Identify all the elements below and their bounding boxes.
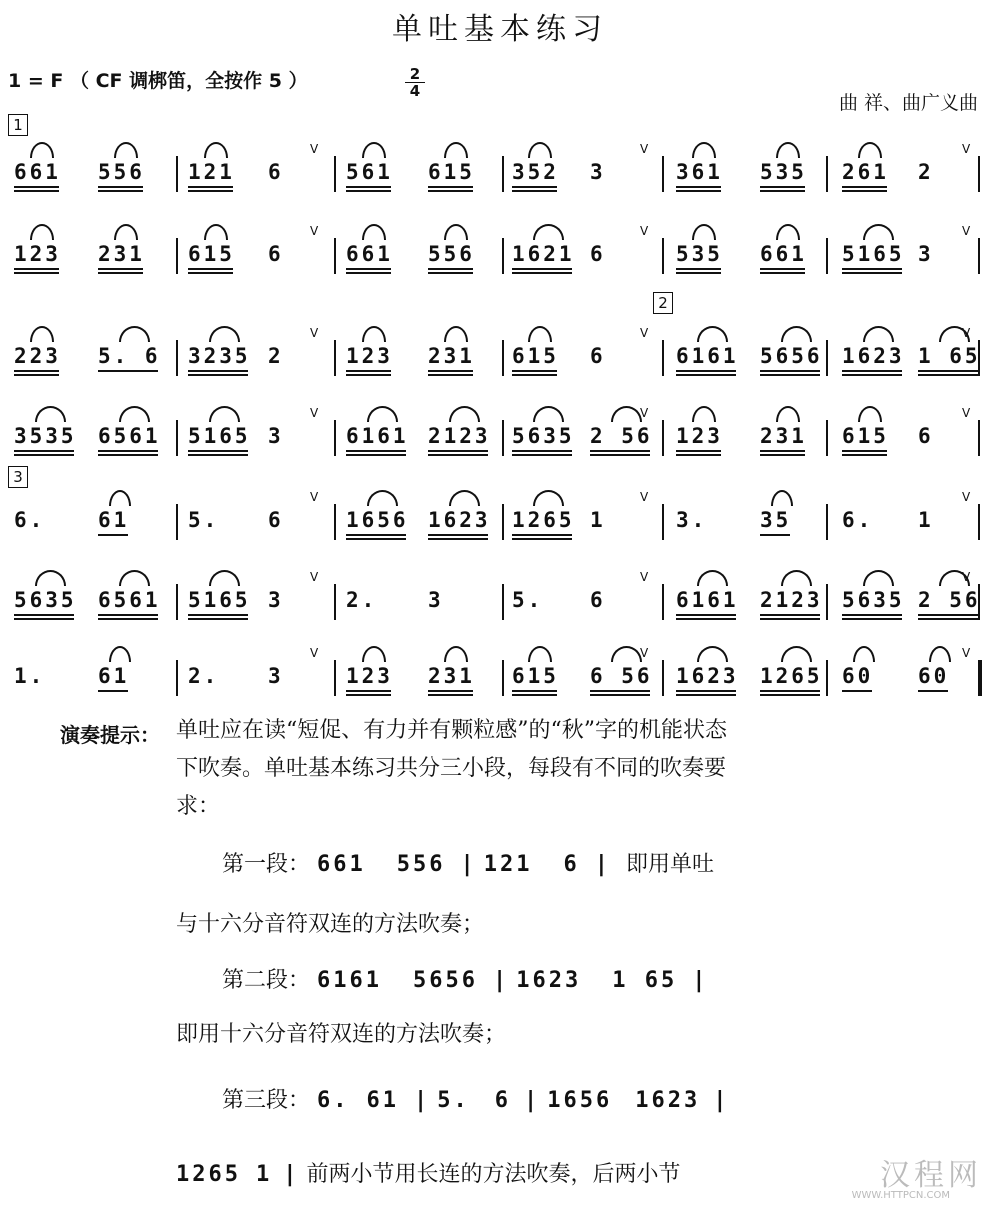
- note-group: 3: [268, 664, 284, 688]
- slur: [362, 142, 386, 158]
- note-group: 6561: [98, 424, 161, 448]
- bar-line: [502, 504, 504, 540]
- note-group: 6: [590, 242, 606, 266]
- bar-line: [502, 156, 504, 192]
- notes-label: 演奏提示：: [60, 723, 160, 747]
- note-group: 1265: [512, 508, 575, 532]
- bar-line: [826, 504, 828, 540]
- note-group: 5635: [842, 588, 905, 612]
- slur: [204, 224, 228, 240]
- breath-mark: V: [310, 142, 319, 156]
- breath-mark: V: [310, 326, 319, 340]
- segment-2-notes-d: 1 65: [612, 968, 678, 993]
- slur: [929, 646, 951, 662]
- note-group: 231: [428, 664, 475, 688]
- segment-3-notes-g: 1265: [176, 1162, 241, 1187]
- segment-2-notes-b: 5656: [413, 968, 478, 993]
- breath-mark: V: [640, 224, 649, 238]
- breath-mark: V: [962, 646, 971, 660]
- note-group: 2.: [188, 664, 220, 688]
- slur: [776, 406, 800, 422]
- bar-line: [502, 420, 504, 456]
- note-group: 1621: [512, 242, 575, 266]
- slur: [362, 224, 386, 240]
- slur: [781, 570, 812, 586]
- segment-1-text: 即用单吐: [626, 852, 715, 877]
- bar-line: [978, 238, 980, 274]
- slur: [611, 406, 642, 422]
- note-group: 661: [346, 242, 393, 266]
- slur: [781, 646, 812, 662]
- note-group: 6: [268, 508, 284, 532]
- bar-line: [502, 340, 504, 376]
- page-title: 单吐基本练习: [392, 12, 608, 47]
- note-group: 61: [98, 664, 130, 688]
- slur: [119, 326, 150, 342]
- note-group: 2 56: [918, 588, 981, 612]
- slur: [444, 224, 468, 240]
- segment-2-notes-c: 1623: [516, 968, 582, 993]
- bar-line: [662, 584, 664, 620]
- bar-line: [334, 660, 336, 696]
- slur: [781, 326, 812, 342]
- segment-1-line: 第一段： 661 556 | 121 6 | 即用单吐: [222, 852, 715, 877]
- note-group: 561: [346, 160, 393, 184]
- breath-mark: V: [962, 142, 971, 156]
- note-group: 5635: [512, 424, 575, 448]
- segment-3-notes-a: 6.: [317, 1088, 350, 1113]
- bar-line: [978, 660, 982, 696]
- score-row: [0, 224, 1000, 276]
- slur: [204, 142, 228, 158]
- slur: [449, 406, 480, 422]
- breath-mark: V: [640, 142, 649, 156]
- slur: [119, 570, 150, 586]
- bar-line: [176, 340, 178, 376]
- note-group: 5165: [188, 424, 251, 448]
- bar-line: [502, 584, 504, 620]
- note-group: 3: [918, 242, 934, 266]
- bar-line: [176, 660, 178, 696]
- slur: [863, 326, 894, 342]
- breath-mark: V: [962, 570, 971, 584]
- score-row: [0, 490, 1000, 542]
- note-group: 5.: [188, 508, 220, 532]
- segment-3-notes-e: 1656: [547, 1088, 613, 1113]
- segment-1-notes-d: 6: [563, 852, 580, 877]
- slur: [528, 142, 552, 158]
- bar-line: [176, 504, 178, 540]
- note-group: 123: [346, 664, 393, 688]
- slur: [853, 646, 875, 662]
- slur: [30, 326, 54, 342]
- note-group: 3: [268, 588, 284, 612]
- bar-line: [176, 420, 178, 456]
- slur: [367, 490, 398, 506]
- slur: [444, 142, 468, 158]
- bar-line: [826, 156, 828, 192]
- slur: [692, 406, 716, 422]
- bar-line: [662, 660, 664, 696]
- note-group: 5656: [760, 344, 823, 368]
- bar-line: [826, 238, 828, 274]
- slur: [776, 224, 800, 240]
- slur: [109, 490, 131, 506]
- note-group: 5. 6: [98, 344, 161, 368]
- note-group: 1265: [760, 664, 823, 688]
- segment-3-line-2: 1265 1 | 前两小节用长连的方法吹奏，后两小节: [176, 1162, 681, 1187]
- slur: [362, 646, 386, 662]
- watermark-url: WWW.HTTPCN.COM: [851, 1190, 950, 1201]
- note-group: 5165: [188, 588, 251, 612]
- breath-mark: V: [962, 224, 971, 238]
- slur: [697, 570, 728, 586]
- slur: [771, 490, 793, 506]
- bar-line: [334, 340, 336, 376]
- bar-line: [662, 504, 664, 540]
- breath-mark: V: [640, 490, 649, 504]
- bar-line: [826, 340, 828, 376]
- slur: [444, 646, 468, 662]
- segment-3-line: 第三段： 6. 61 | 5. 6 | 1656 1623 |: [222, 1088, 730, 1113]
- slur: [528, 326, 552, 342]
- slur: [692, 224, 716, 240]
- slur: [611, 646, 642, 662]
- breath-mark: V: [310, 570, 319, 584]
- note-group: 3: [590, 160, 606, 184]
- bar-line: [826, 420, 828, 456]
- note-group: 6161: [346, 424, 409, 448]
- breath-mark: V: [962, 326, 971, 340]
- note-group: 5.: [512, 588, 544, 612]
- note-group: 615: [842, 424, 889, 448]
- note-group: 3.: [676, 508, 708, 532]
- note-group: 535: [760, 160, 807, 184]
- slur: [444, 326, 468, 342]
- note-group: 661: [14, 160, 61, 184]
- bar-line: [176, 238, 178, 274]
- note-group: 61: [98, 508, 130, 532]
- note-group: 2.: [346, 588, 378, 612]
- note-group: 6.: [14, 508, 46, 532]
- note-group: 1623: [428, 508, 491, 532]
- note-group: 123: [676, 424, 723, 448]
- breath-mark: V: [640, 406, 649, 420]
- bar-line: [334, 584, 336, 620]
- breath-mark: V: [640, 646, 649, 660]
- note-group: 1623: [842, 344, 905, 368]
- composer: 曲 祥、曲广义曲: [838, 92, 978, 114]
- segment-2-line: 第二段： 6161 5656 | 1623 1 65 |: [222, 968, 709, 993]
- segment-3-notes-c: 5.: [437, 1088, 470, 1113]
- breath-mark: V: [310, 224, 319, 238]
- slur: [209, 406, 240, 422]
- slur: [776, 142, 800, 158]
- note-group: 6561: [98, 588, 161, 612]
- slur: [35, 406, 66, 422]
- breath-mark: V: [310, 490, 319, 504]
- breath-mark: V: [310, 646, 319, 660]
- bar-line: [334, 504, 336, 540]
- note-group: 2123: [428, 424, 491, 448]
- note-group: 615: [188, 242, 235, 266]
- bar-line: [176, 156, 178, 192]
- note-group: 2123: [760, 588, 823, 612]
- note-group: 2: [268, 344, 284, 368]
- score-row: [0, 406, 1000, 458]
- breath-mark: V: [962, 490, 971, 504]
- slur: [35, 570, 66, 586]
- breath-mark: V: [640, 326, 649, 340]
- slur: [209, 570, 240, 586]
- bar-line: [662, 420, 664, 456]
- score-row: [0, 142, 1000, 194]
- segment-2-label: 第二段：: [222, 968, 311, 993]
- note-group: 60: [842, 664, 874, 688]
- bar-line: [662, 340, 664, 376]
- segment-1-notes-a: 661: [317, 852, 366, 877]
- note-group: 5635: [14, 588, 77, 612]
- note-group: 352: [512, 160, 559, 184]
- note-group: 3: [268, 424, 284, 448]
- slur: [30, 142, 54, 158]
- note-group: 1656: [346, 508, 409, 532]
- segment-3-notes-d: 6: [494, 1088, 512, 1113]
- segment-1-continued: 与十六分音符双连的方法吹奏；: [176, 912, 485, 937]
- note-group: 5165: [842, 242, 905, 266]
- note-group: 1: [590, 508, 606, 532]
- segment-2-notes-a: 6161: [317, 968, 382, 993]
- slur: [449, 490, 480, 506]
- note-group: 6: [590, 344, 606, 368]
- note-group: 3235: [188, 344, 251, 368]
- bar-line: [334, 156, 336, 192]
- segment-3-notes-f: 1623: [635, 1088, 701, 1113]
- note-group: 6161: [676, 344, 739, 368]
- slur: [858, 142, 882, 158]
- note-group: 1.: [14, 664, 46, 688]
- note-group: 1: [918, 508, 934, 532]
- slur: [109, 646, 131, 662]
- bar-line: [826, 660, 828, 696]
- breath-mark: V: [310, 406, 319, 420]
- bar-line: [334, 420, 336, 456]
- segment-3-text: 前两小节用长连的方法吹奏，后两小节: [306, 1162, 681, 1187]
- notes-paragraph: 单吐应在读“短促、有力并有颗粒感”的“秋”字的机能状态下吹奏。单吐基本练习共分三小段，每段有不同的吹奏要求：: [176, 718, 727, 819]
- note-group: 556: [428, 242, 475, 266]
- segment-1-label: 第一段：: [222, 852, 311, 877]
- slur: [209, 326, 240, 342]
- note-group: 123: [346, 344, 393, 368]
- slur: [692, 142, 716, 158]
- note-group: 2 56: [590, 424, 653, 448]
- slur: [533, 490, 564, 506]
- note-group: 6.: [842, 508, 874, 532]
- segment-3-label: 第三段：: [222, 1088, 311, 1113]
- note-group: 615: [428, 160, 475, 184]
- note-group: 3535: [14, 424, 77, 448]
- slur: [697, 326, 728, 342]
- note-group: 535: [676, 242, 723, 266]
- time-signature-top: 2: [409, 65, 421, 83]
- note-group: 3: [428, 588, 444, 612]
- slur: [114, 142, 138, 158]
- segment-1-notes-c: 121: [483, 852, 533, 877]
- note-group: 121: [188, 160, 235, 184]
- slur: [533, 224, 564, 240]
- bar-line: [502, 238, 504, 274]
- note-group: 6 56: [590, 664, 653, 688]
- note-group: 35: [760, 508, 792, 532]
- score-row: [0, 570, 1000, 622]
- note-group: 231: [98, 242, 145, 266]
- breath-mark: V: [962, 406, 971, 420]
- note-group: 556: [98, 160, 145, 184]
- note-group: 615: [512, 344, 559, 368]
- key-signature: 1 = F （ CF 调梆笛，全按作 5 ）: [8, 70, 308, 92]
- section-marker-1: 1: [8, 114, 28, 136]
- slur: [119, 406, 150, 422]
- score-row: [0, 646, 1000, 698]
- note-group: 1623: [676, 664, 739, 688]
- slur: [533, 406, 564, 422]
- note-group: 6: [268, 160, 284, 184]
- note-group: 6: [268, 242, 284, 266]
- slur: [697, 646, 728, 662]
- bar-line: [502, 660, 504, 696]
- slur: [528, 646, 552, 662]
- note-group: 6161: [676, 588, 739, 612]
- slur: [30, 224, 54, 240]
- slur: [863, 224, 894, 240]
- bar-line: [826, 584, 828, 620]
- time-signature: [405, 66, 425, 99]
- segment-3-notes-b: 61: [366, 1088, 400, 1113]
- bar-line: [978, 420, 980, 456]
- note-group: 231: [428, 344, 475, 368]
- note-group: 6: [918, 424, 934, 448]
- watermark-logo: 汉程网: [880, 1158, 982, 1193]
- note-group: 361: [676, 160, 723, 184]
- bar-line: [334, 238, 336, 274]
- slur: [367, 406, 398, 422]
- bar-line: [978, 504, 980, 540]
- slur: [362, 326, 386, 342]
- bar-line: [662, 238, 664, 274]
- note-group: 123: [14, 242, 61, 266]
- note-group: 60: [918, 664, 950, 688]
- bar-line: [978, 156, 980, 192]
- slur: [863, 570, 894, 586]
- score-row: [0, 326, 1000, 378]
- note-group: 2: [918, 160, 934, 184]
- segment-1-notes-b: 556: [396, 852, 446, 877]
- time-signature-bottom: 4: [409, 82, 421, 100]
- bar-line: [176, 584, 178, 620]
- breath-mark: V: [640, 570, 649, 584]
- section-marker-2: 2: [653, 292, 673, 314]
- note-group: 223: [14, 344, 61, 368]
- note-group: 661: [760, 242, 807, 266]
- note-group: 1 65: [918, 344, 981, 368]
- section-marker-3: 3: [8, 466, 28, 488]
- note-group: 231: [760, 424, 807, 448]
- note-group: 261: [842, 160, 889, 184]
- slur: [858, 406, 882, 422]
- note-group: 615: [512, 664, 559, 688]
- segment-3-notes-h: 1: [255, 1162, 273, 1187]
- slur: [114, 224, 138, 240]
- segment-2-continued: 即用十六分音符双连的方法吹奏；: [176, 1022, 507, 1047]
- bar-line: [662, 156, 664, 192]
- note-group: 6: [590, 588, 606, 612]
